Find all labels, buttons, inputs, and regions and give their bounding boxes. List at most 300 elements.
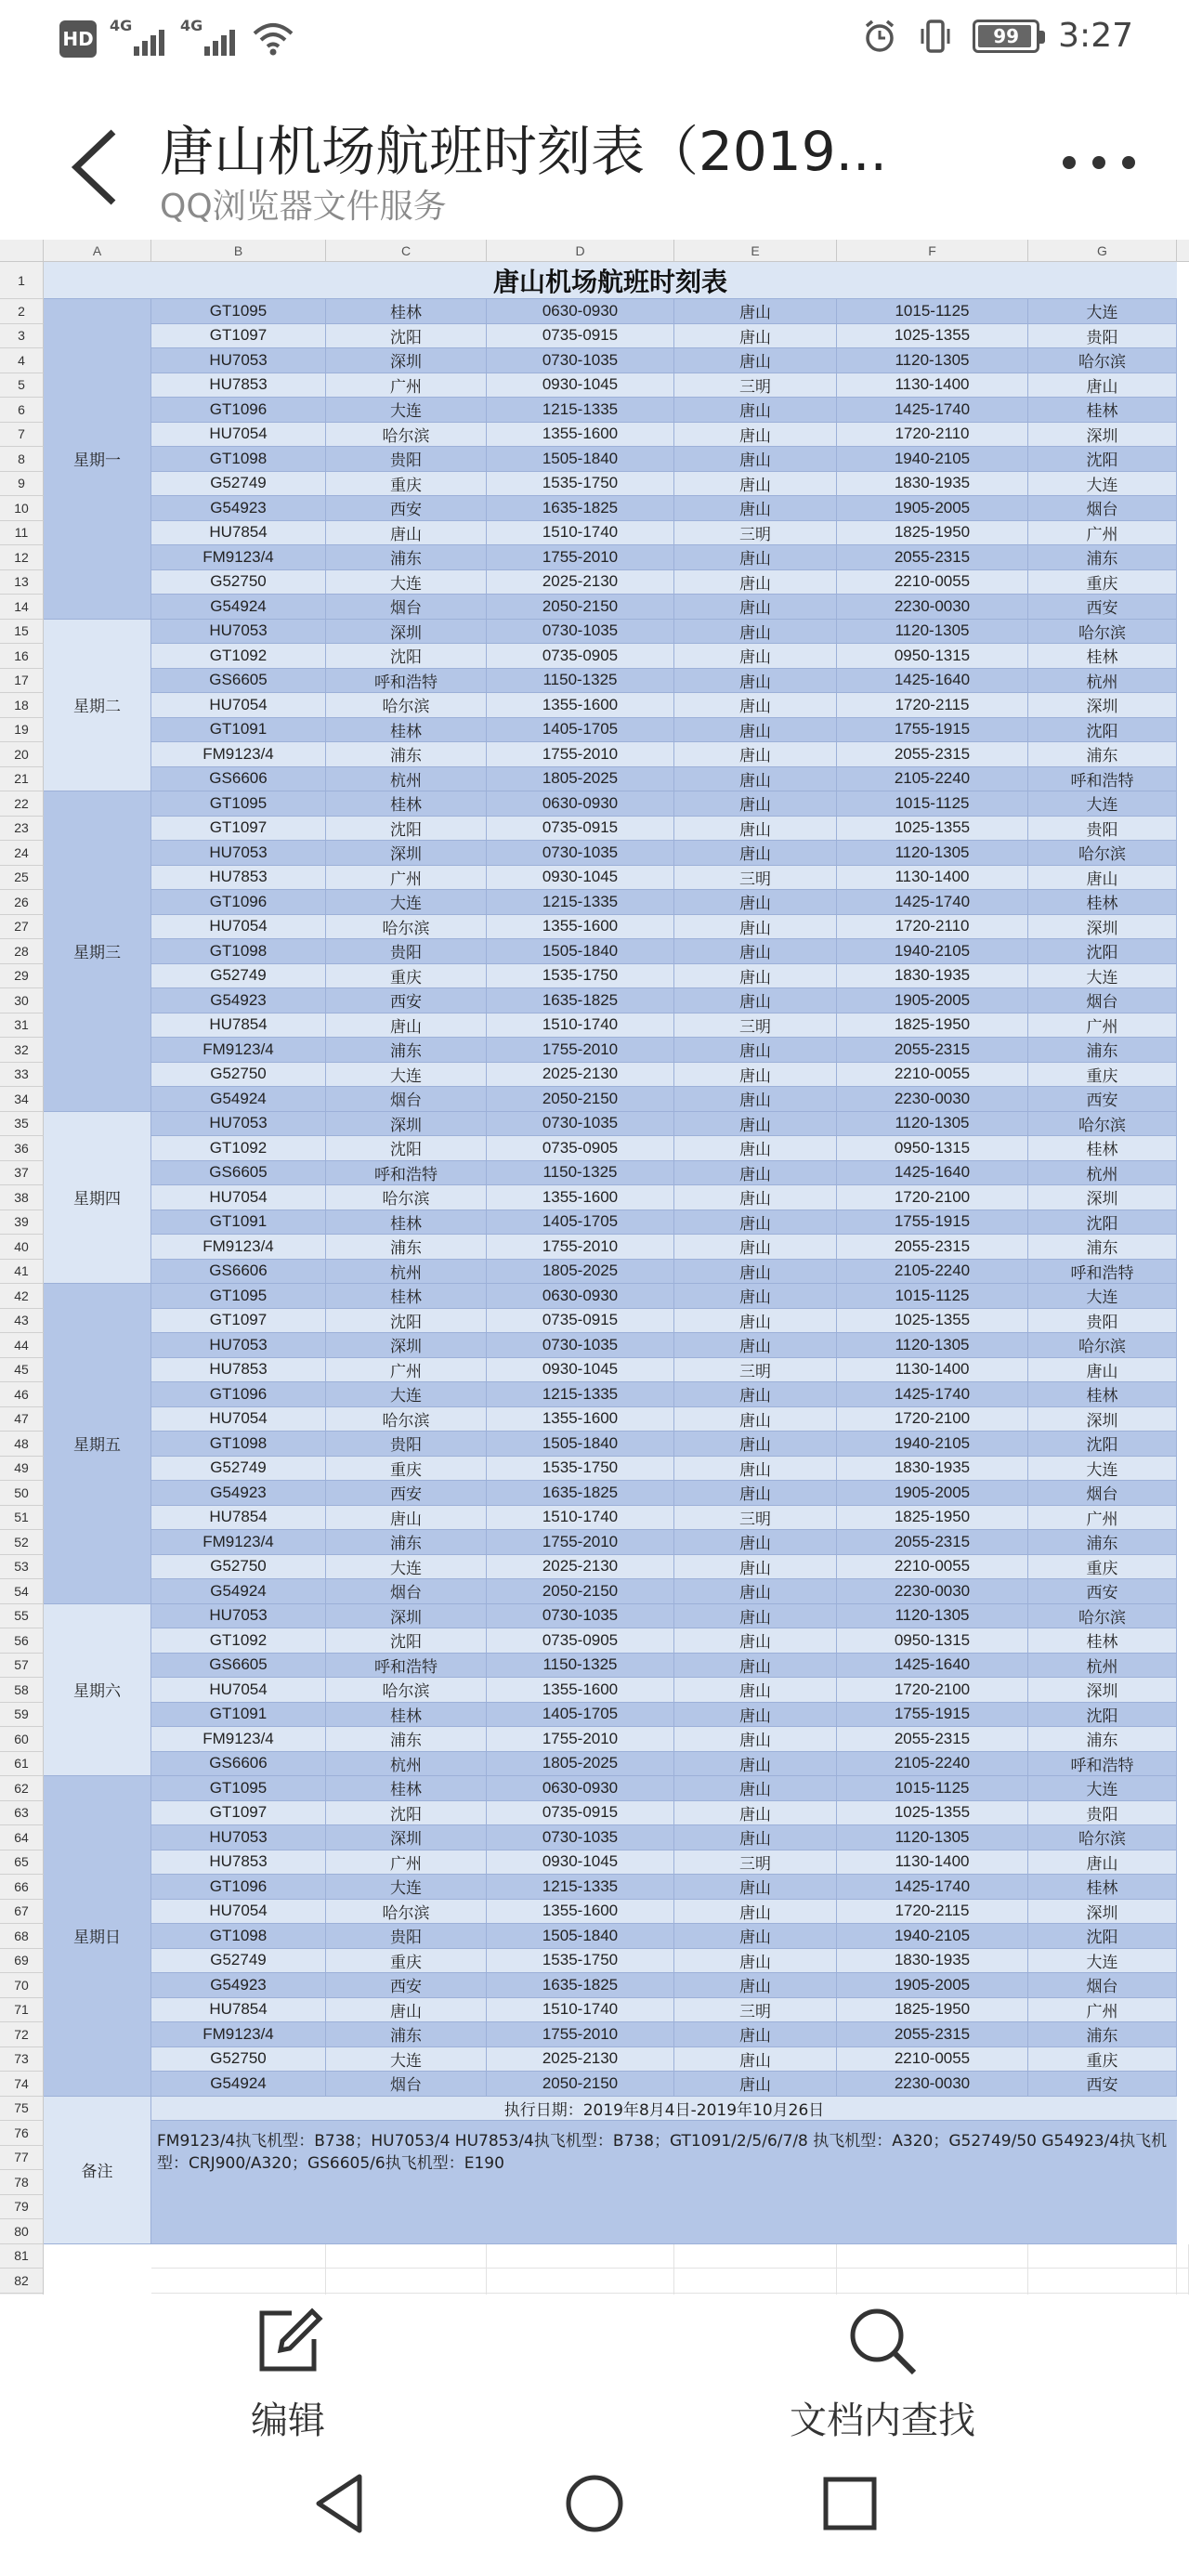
table-cell[interactable]: 1130-1400: [837, 1358, 1028, 1383]
table-cell[interactable]: 2055-2315: [837, 1038, 1028, 1063]
table-cell[interactable]: 0950-1315: [837, 1136, 1028, 1161]
table-cell[interactable]: GT1097: [151, 324, 326, 349]
row-number[interactable]: 63: [0, 1801, 44, 1826]
table-cell[interactable]: 深圳: [326, 620, 487, 645]
table-cell[interactable]: 1025-1355: [837, 1801, 1028, 1826]
table-cell[interactable]: 唐山: [674, 1678, 837, 1703]
table-cell[interactable]: GS6605: [151, 1654, 326, 1679]
empty-cell[interactable]: [837, 2244, 1028, 2269]
table-cell[interactable]: GT1092: [151, 1628, 326, 1654]
table-cell[interactable]: 浦东: [1028, 1235, 1177, 1260]
table-cell[interactable]: 唐山: [674, 1727, 837, 1752]
table-cell[interactable]: 大连: [1028, 1776, 1177, 1801]
table-cell[interactable]: 1120-1305: [837, 348, 1028, 373]
row-number[interactable]: 75: [0, 2097, 44, 2122]
table-cell[interactable]: 唐山: [674, 1161, 837, 1186]
table-cell[interactable]: GS6606: [151, 1752, 326, 1777]
column-header-b[interactable]: B: [151, 240, 326, 262]
table-cell[interactable]: 0630-0930: [487, 1284, 674, 1309]
row-number[interactable]: 40: [0, 1235, 44, 1260]
table-cell[interactable]: 大连: [326, 890, 487, 915]
table-cell[interactable]: 唐山: [674, 669, 837, 694]
table-cell[interactable]: 桂林: [326, 791, 487, 817]
table-cell[interactable]: 1825-1950: [837, 1998, 1028, 2023]
table-cell[interactable]: 1805-2025: [487, 1260, 674, 1285]
table-cell[interactable]: 1805-2025: [487, 767, 674, 792]
table-cell[interactable]: 2230-0030: [837, 2072, 1028, 2097]
table-cell[interactable]: 唐山: [674, 1185, 837, 1210]
table-cell[interactable]: 烟台: [326, 2072, 487, 2097]
table-cell[interactable]: 1940-2105: [837, 447, 1028, 472]
empty-cell[interactable]: [326, 2269, 487, 2294]
table-cell[interactable]: 1120-1305: [837, 1112, 1028, 1137]
table-cell[interactable]: 0730-1035: [487, 841, 674, 866]
table-cell[interactable]: GT1096: [151, 1382, 326, 1407]
table-cell[interactable]: 2025-2130: [487, 2047, 674, 2073]
row-number[interactable]: 21: [0, 767, 44, 792]
row-number[interactable]: 30: [0, 988, 44, 1013]
table-cell[interactable]: 唐山: [674, 1530, 837, 1555]
table-cell[interactable]: 唐山: [674, 1432, 837, 1457]
table-cell[interactable]: 1015-1125: [837, 1776, 1028, 1801]
empty-cell[interactable]: [674, 2269, 837, 2294]
table-cell[interactable]: G54923: [151, 496, 326, 521]
table-cell[interactable]: 贵阳: [326, 939, 487, 964]
corner-cell[interactable]: [0, 240, 44, 262]
table-cell[interactable]: 1755-1915: [837, 718, 1028, 743]
row-number[interactable]: 22: [0, 791, 44, 817]
table-cell[interactable]: 沈阳: [1028, 1703, 1177, 1728]
row-number[interactable]: 11: [0, 521, 44, 546]
table-cell[interactable]: 1510-1740: [487, 1013, 674, 1039]
table-cell[interactable]: 大连: [1028, 1949, 1177, 1974]
table-cell[interactable]: GT1095: [151, 1284, 326, 1309]
table-cell[interactable]: 唐山: [674, 767, 837, 792]
table-cell[interactable]: 唐山: [674, 1654, 837, 1679]
table-cell[interactable]: HU7854: [151, 1013, 326, 1039]
row-number[interactable]: 25: [0, 866, 44, 891]
table-cell[interactable]: 2055-2315: [837, 2022, 1028, 2047]
table-cell[interactable]: GT1091: [151, 1210, 326, 1236]
table-cell[interactable]: 唐山: [674, 1776, 837, 1801]
row-number[interactable]: 62: [0, 1776, 44, 1801]
table-cell[interactable]: HU7053: [151, 1604, 326, 1629]
table-cell[interactable]: 杭州: [1028, 1161, 1177, 1186]
table-cell[interactable]: 唐山: [326, 1506, 487, 1531]
table-cell[interactable]: 哈尔滨: [326, 1185, 487, 1210]
row-number[interactable]: 23: [0, 817, 44, 842]
table-cell[interactable]: 沈阳: [326, 324, 487, 349]
table-cell[interactable]: 深圳: [326, 348, 487, 373]
table-cell[interactable]: 桂林: [326, 1284, 487, 1309]
table-cell[interactable]: 1940-2105: [837, 939, 1028, 964]
row-number[interactable]: 43: [0, 1309, 44, 1334]
table-cell[interactable]: HU7853: [151, 373, 326, 399]
table-cell[interactable]: HU7054: [151, 1678, 326, 1703]
table-cell[interactable]: 1830-1935: [837, 1949, 1028, 1974]
table-cell[interactable]: 1150-1325: [487, 1161, 674, 1186]
table-cell[interactable]: 三明: [674, 866, 837, 891]
table-cell[interactable]: 唐山: [1028, 1358, 1177, 1383]
table-cell[interactable]: 1905-2005: [837, 496, 1028, 521]
table-cell[interactable]: 1150-1325: [487, 669, 674, 694]
table-cell[interactable]: HU7054: [151, 423, 326, 448]
table-cell[interactable]: 0735-0915: [487, 1801, 674, 1826]
table-cell[interactable]: 哈尔滨: [1028, 841, 1177, 866]
table-cell[interactable]: 浦东: [326, 1530, 487, 1555]
table-cell[interactable]: 1535-1750: [487, 1949, 674, 1974]
row-number[interactable]: 60: [0, 1727, 44, 1752]
table-cell[interactable]: 唐山: [674, 1555, 837, 1580]
table-cell[interactable]: 1425-1640: [837, 1161, 1028, 1186]
table-cell[interactable]: 大连: [326, 1555, 487, 1580]
table-cell[interactable]: 大连: [1028, 964, 1177, 989]
nav-recents-icon[interactable]: [817, 2471, 882, 2536]
table-cell[interactable]: 0630-0930: [487, 299, 674, 324]
row-number[interactable]: 79: [0, 2195, 44, 2220]
table-cell[interactable]: 2105-2240: [837, 767, 1028, 792]
table-cell[interactable]: 浦东: [326, 1038, 487, 1063]
table-cell[interactable]: GT1098: [151, 1924, 326, 1949]
table-cell[interactable]: 1355-1600: [487, 1678, 674, 1703]
table-cell[interactable]: 2055-2315: [837, 1235, 1028, 1260]
table-cell[interactable]: 1215-1335: [487, 398, 674, 423]
table-cell[interactable]: 0730-1035: [487, 348, 674, 373]
table-cell[interactable]: 1755-1915: [837, 1210, 1028, 1236]
row-number[interactable]: 80: [0, 2219, 44, 2244]
empty-cell[interactable]: [487, 2269, 674, 2294]
table-cell[interactable]: 桂林: [1028, 1628, 1177, 1654]
table-cell[interactable]: GT1091: [151, 718, 326, 743]
table-cell[interactable]: 沈阳: [326, 817, 487, 842]
table-cell[interactable]: 三明: [674, 1998, 837, 2023]
table-cell[interactable]: GT1095: [151, 1776, 326, 1801]
table-cell[interactable]: HU7054: [151, 1185, 326, 1210]
table-cell[interactable]: 重庆: [326, 964, 487, 989]
table-cell[interactable]: 哈尔滨: [326, 1900, 487, 1925]
table-cell[interactable]: 烟台: [1028, 1481, 1177, 1506]
table-cell[interactable]: 1755-2010: [487, 1530, 674, 1555]
table-cell[interactable]: FM9123/4: [151, 1530, 326, 1555]
row-number[interactable]: 17: [0, 669, 44, 694]
row-number[interactable]: 57: [0, 1654, 44, 1679]
table-cell[interactable]: 1905-2005: [837, 988, 1028, 1013]
table-cell[interactable]: G52749: [151, 1949, 326, 1974]
table-cell[interactable]: 1215-1335: [487, 1382, 674, 1407]
table-cell[interactable]: 1720-2115: [837, 693, 1028, 718]
table-cell[interactable]: 唐山: [674, 988, 837, 1013]
table-cell[interactable]: 哈尔滨: [326, 1678, 487, 1703]
table-cell[interactable]: GT1098: [151, 1432, 326, 1457]
row-number[interactable]: 48: [0, 1432, 44, 1457]
weekday-label[interactable]: 星期四: [44, 1112, 151, 1285]
table-cell[interactable]: 1405-1705: [487, 1703, 674, 1728]
table-cell[interactable]: 1755-2010: [487, 2022, 674, 2047]
table-cell[interactable]: 唐山: [674, 1801, 837, 1826]
notes-block[interactable]: [151, 2097, 1177, 2244]
weekday-label[interactable]: 星期五: [44, 1284, 151, 1604]
table-cell[interactable]: 0950-1315: [837, 644, 1028, 669]
table-cell[interactable]: 哈尔滨: [326, 915, 487, 940]
table-cell[interactable]: 0730-1035: [487, 1604, 674, 1629]
table-cell[interactable]: 三明: [674, 1506, 837, 1531]
table-cell[interactable]: 1215-1335: [487, 1875, 674, 1900]
table-cell[interactable]: HU7054: [151, 1900, 326, 1925]
table-cell[interactable]: 呼和浩特: [1028, 1752, 1177, 1777]
table-cell[interactable]: G54924: [151, 2072, 326, 2097]
table-cell[interactable]: 唐山: [326, 521, 487, 546]
table-cell[interactable]: 1635-1825: [487, 988, 674, 1013]
sheet-title[interactable]: 唐山机场航班时刻表: [44, 262, 1177, 299]
table-cell[interactable]: 烟台: [326, 595, 487, 620]
table-cell[interactable]: 唐山: [674, 570, 837, 595]
table-cell[interactable]: 1130-1400: [837, 1850, 1028, 1876]
table-cell[interactable]: 1825-1950: [837, 1013, 1028, 1039]
table-cell[interactable]: 贵阳: [1028, 817, 1177, 842]
row-number[interactable]: 33: [0, 1063, 44, 1088]
table-cell[interactable]: G54924: [151, 1087, 326, 1112]
table-cell[interactable]: GT1092: [151, 644, 326, 669]
column-header-e[interactable]: E: [674, 240, 837, 262]
table-cell[interactable]: 哈尔滨: [1028, 1333, 1177, 1358]
table-cell[interactable]: 1720-2100: [837, 1185, 1028, 1210]
table-cell[interactable]: 1635-1825: [487, 1481, 674, 1506]
table-cell[interactable]: 唐山: [674, 1481, 837, 1506]
table-cell[interactable]: 唐山: [674, 1260, 837, 1285]
table-cell[interactable]: 2055-2315: [837, 1530, 1028, 1555]
table-cell[interactable]: 浦东: [1028, 1530, 1177, 1555]
table-cell[interactable]: 桂林: [1028, 890, 1177, 915]
table-cell[interactable]: 唐山: [674, 423, 837, 448]
table-cell[interactable]: 1825-1950: [837, 521, 1028, 546]
table-cell[interactable]: 烟台: [1028, 988, 1177, 1013]
table-cell[interactable]: 唐山: [674, 545, 837, 570]
row-number[interactable]: 69: [0, 1949, 44, 1974]
table-cell[interactable]: 重庆: [1028, 2047, 1177, 2073]
table-cell[interactable]: 2025-2130: [487, 570, 674, 595]
table-cell[interactable]: 1425-1640: [837, 669, 1028, 694]
table-cell[interactable]: 深圳: [326, 1333, 487, 1358]
edit-button[interactable]: [251, 2304, 325, 2444]
weekday-label[interactable]: 星期日: [44, 1776, 151, 2097]
table-cell[interactable]: 1355-1600: [487, 1900, 674, 1925]
table-cell[interactable]: 唐山: [1028, 1850, 1177, 1876]
row-number[interactable]: 65: [0, 1850, 44, 1876]
weekday-label[interactable]: 星期一: [44, 299, 151, 620]
table-cell[interactable]: 广州: [1028, 1506, 1177, 1531]
table-cell[interactable]: 唐山: [674, 841, 837, 866]
table-cell[interactable]: 大连: [1028, 299, 1177, 324]
table-cell[interactable]: G54923: [151, 988, 326, 1013]
table-cell[interactable]: 重庆: [326, 1457, 487, 1482]
table-cell[interactable]: 1755-2010: [487, 1038, 674, 1063]
table-cell[interactable]: 1505-1840: [487, 1924, 674, 1949]
table-cell[interactable]: 深圳: [1028, 1185, 1177, 1210]
table-cell[interactable]: 1510-1740: [487, 1998, 674, 2023]
table-cell[interactable]: GT1092: [151, 1136, 326, 1161]
table-cell[interactable]: 1425-1740: [837, 890, 1028, 915]
table-cell[interactable]: 贵阳: [326, 1924, 487, 1949]
table-cell[interactable]: 1830-1935: [837, 472, 1028, 497]
table-cell[interactable]: 唐山: [674, 1825, 837, 1850]
table-cell[interactable]: 广州: [1028, 1013, 1177, 1039]
table-cell[interactable]: 广州: [326, 1358, 487, 1383]
table-cell[interactable]: 1425-1740: [837, 1875, 1028, 1900]
table-cell[interactable]: 浦东: [326, 742, 487, 767]
table-cell[interactable]: 哈尔滨: [326, 1407, 487, 1432]
table-cell[interactable]: GT1091: [151, 1703, 326, 1728]
empty-cell[interactable]: [1177, 2269, 1189, 2294]
table-cell[interactable]: 桂林: [326, 299, 487, 324]
table-cell[interactable]: FM9123/4: [151, 1038, 326, 1063]
table-cell[interactable]: 杭州: [1028, 669, 1177, 694]
table-cell[interactable]: 1755-2010: [487, 1235, 674, 1260]
table-cell[interactable]: 大连: [326, 398, 487, 423]
table-cell[interactable]: 2230-0030: [837, 1579, 1028, 1604]
table-cell[interactable]: 西安: [1028, 1579, 1177, 1604]
table-cell[interactable]: 唐山: [674, 447, 837, 472]
table-cell[interactable]: 1215-1335: [487, 890, 674, 915]
table-cell[interactable]: 杭州: [326, 1260, 487, 1285]
table-cell[interactable]: 唐山: [674, 1900, 837, 1925]
table-cell[interactable]: 唐山: [674, 718, 837, 743]
table-cell[interactable]: 0630-0930: [487, 791, 674, 817]
row-number[interactable]: 3: [0, 324, 44, 349]
table-cell[interactable]: 2210-0055: [837, 2047, 1028, 2073]
table-cell[interactable]: 重庆: [326, 472, 487, 497]
table-cell[interactable]: 西安: [1028, 595, 1177, 620]
table-cell[interactable]: 哈尔滨: [1028, 348, 1177, 373]
row-number[interactable]: 66: [0, 1875, 44, 1900]
row-number[interactable]: 56: [0, 1628, 44, 1654]
table-cell[interactable]: 浦东: [326, 1727, 487, 1752]
table-cell[interactable]: GS6605: [151, 1161, 326, 1186]
table-cell[interactable]: HU7053: [151, 620, 326, 645]
table-cell[interactable]: G54923: [151, 1973, 326, 1998]
table-cell[interactable]: GS6605: [151, 669, 326, 694]
table-cell[interactable]: 1025-1355: [837, 1309, 1028, 1334]
row-number[interactable]: 44: [0, 1333, 44, 1358]
table-cell[interactable]: 广州: [326, 373, 487, 399]
table-cell[interactable]: 唐山: [674, 1924, 837, 1949]
table-cell[interactable]: G54924: [151, 1579, 326, 1604]
row-number[interactable]: 34: [0, 1087, 44, 1112]
table-cell[interactable]: 2055-2315: [837, 1727, 1028, 1752]
row-number[interactable]: 61: [0, 1752, 44, 1777]
table-cell[interactable]: 沈阳: [326, 1801, 487, 1826]
row-number[interactable]: 45: [0, 1358, 44, 1383]
table-cell[interactable]: 2050-2150: [487, 1087, 674, 1112]
row-number[interactable]: 16: [0, 644, 44, 669]
table-cell[interactable]: 桂林: [1028, 1382, 1177, 1407]
table-cell[interactable]: HU7853: [151, 866, 326, 891]
row-number[interactable]: 72: [0, 2022, 44, 2047]
table-cell[interactable]: 唐山: [674, 890, 837, 915]
row-number[interactable]: 5: [0, 373, 44, 399]
table-cell[interactable]: 唐山: [674, 348, 837, 373]
table-cell[interactable]: 西安: [326, 1973, 487, 1998]
table-cell[interactable]: 1120-1305: [837, 1333, 1028, 1358]
table-cell[interactable]: 桂林: [1028, 1136, 1177, 1161]
row-number[interactable]: 74: [0, 2072, 44, 2097]
table-cell[interactable]: 大连: [1028, 1457, 1177, 1482]
row-number[interactable]: 14: [0, 595, 44, 620]
table-cell[interactable]: 唐山: [674, 915, 837, 940]
table-cell[interactable]: GS6606: [151, 767, 326, 792]
more-icon[interactable]: [1063, 156, 1135, 169]
table-cell[interactable]: 唐山: [674, 742, 837, 767]
table-cell[interactable]: 2055-2315: [837, 545, 1028, 570]
weekday-label[interactable]: 星期三: [44, 791, 151, 1112]
table-cell[interactable]: 0735-0915: [487, 1309, 674, 1334]
table-cell[interactable]: 三明: [674, 1013, 837, 1039]
table-cell[interactable]: HU7054: [151, 915, 326, 940]
table-cell[interactable]: HU7854: [151, 1506, 326, 1531]
table-cell[interactable]: 1755-1915: [837, 1703, 1028, 1728]
table-cell[interactable]: 1830-1935: [837, 1457, 1028, 1482]
table-cell[interactable]: 唐山: [674, 1210, 837, 1236]
empty-cell[interactable]: [1028, 2269, 1177, 2294]
table-cell[interactable]: 唐山: [674, 644, 837, 669]
table-cell[interactable]: 贵阳: [326, 447, 487, 472]
table-cell[interactable]: 1120-1305: [837, 620, 1028, 645]
row-number[interactable]: 59: [0, 1703, 44, 1728]
table-cell[interactable]: 1830-1935: [837, 964, 1028, 989]
row-number[interactable]: 7: [0, 423, 44, 448]
table-cell[interactable]: 1120-1305: [837, 841, 1028, 866]
row-number[interactable]: 41: [0, 1260, 44, 1285]
table-cell[interactable]: 大连: [1028, 1284, 1177, 1309]
table-cell[interactable]: 1720-2100: [837, 1407, 1028, 1432]
table-cell[interactable]: 浦东: [1028, 545, 1177, 570]
row-number[interactable]: 26: [0, 890, 44, 915]
row-number[interactable]: 4: [0, 348, 44, 373]
table-cell[interactable]: 唐山: [674, 324, 837, 349]
table-cell[interactable]: 重庆: [1028, 1063, 1177, 1088]
row-number[interactable]: 42: [0, 1284, 44, 1309]
row-number[interactable]: 51: [0, 1506, 44, 1531]
table-cell[interactable]: 三明: [674, 373, 837, 399]
table-cell[interactable]: 西安: [1028, 1087, 1177, 1112]
table-cell[interactable]: HU7854: [151, 1998, 326, 2023]
row-number[interactable]: 27: [0, 915, 44, 940]
table-cell[interactable]: 2055-2315: [837, 742, 1028, 767]
table-cell[interactable]: GT1097: [151, 817, 326, 842]
table-cell[interactable]: 0730-1035: [487, 620, 674, 645]
table-cell[interactable]: 0930-1045: [487, 866, 674, 891]
table-cell[interactable]: 1805-2025: [487, 1752, 674, 1777]
column-header-c[interactable]: C: [326, 240, 487, 262]
table-cell[interactable]: FM9123/4: [151, 1235, 326, 1260]
table-cell[interactable]: 1120-1305: [837, 1604, 1028, 1629]
table-cell[interactable]: 西安: [326, 988, 487, 1013]
empty-cell[interactable]: [837, 2269, 1028, 2294]
row-number[interactable]: 2: [0, 299, 44, 324]
row-number[interactable]: 10: [0, 496, 44, 521]
table-cell[interactable]: 浦东: [1028, 2022, 1177, 2047]
table-cell[interactable]: 哈尔滨: [1028, 1604, 1177, 1629]
table-cell[interactable]: 重庆: [1028, 570, 1177, 595]
row-number[interactable]: 28: [0, 939, 44, 964]
table-cell[interactable]: 唐山: [674, 1333, 837, 1358]
table-cell[interactable]: 唐山: [674, 964, 837, 989]
table-cell[interactable]: HU7854: [151, 521, 326, 546]
nav-back-icon[interactable]: [311, 2471, 367, 2536]
table-cell[interactable]: 唐山: [674, 595, 837, 620]
table-cell[interactable]: 唐山: [674, 817, 837, 842]
table-cell[interactable]: 烟台: [1028, 496, 1177, 521]
row-number[interactable]: 9: [0, 472, 44, 497]
